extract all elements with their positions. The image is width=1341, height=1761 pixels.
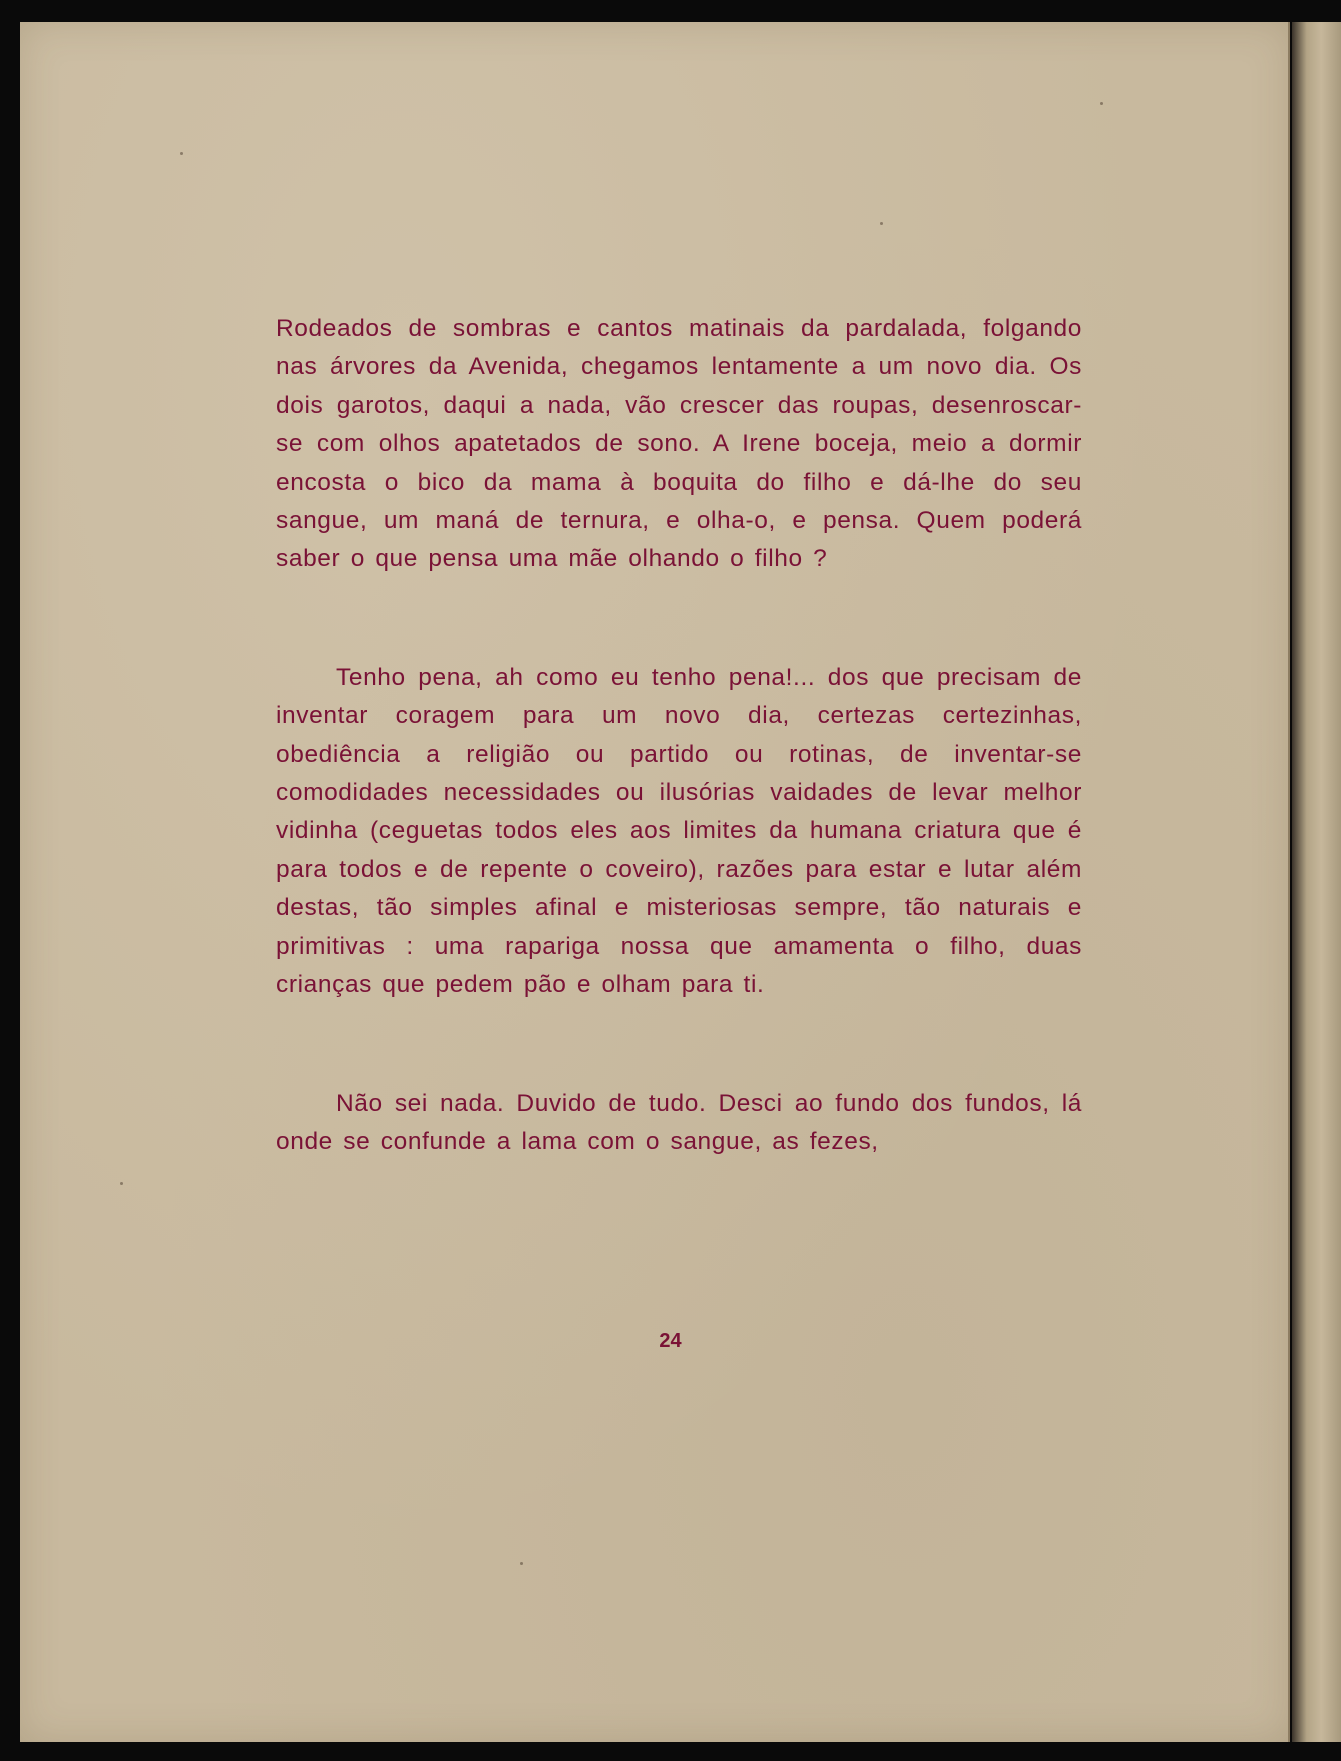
paragraph-1: Rodeados de sombras e cantos matinais da pardalada, folgando nas árvores da Avenida, chegamos lentamente a um novo dia. Os dois garotos, daqui a nada, vão crescer das roupas, desenroscar-se com olhos apatetados de sono. A Irene boceja, meio a dormir encosta o bico da mama à boquita do filho e dá-lhe do seu sangue, um maná de ternura, e olha-o, e pensa. Quem poderá saber o que pensa uma mãe olhando o filho ? [276, 315, 1082, 573]
paper-speck [180, 152, 183, 155]
body-text [276, 310, 1082, 1161]
paragraph-2: Tenho pena, ah como eu tenho pena!... dos que precisam de inventar coragem para um novo dia, certezas certezinhas, obediência a religião ou partido ou rotinas, de inventar-se comodidades necessidades ou ilusórias vaidades de levar melhor vidinha (ceguetas todos eles aos limites da humana criatura que é para todos e de repente o coveiro), razões para estar e lutar além destas, tão simples afinal e misteriosas sempre, tão naturais e primitivas : uma rapariga nossa que amamenta o filho, duas crianças que pedem pão e olham para ti. [276, 663, 1082, 999]
paper-speck [1100, 102, 1103, 105]
page-number: 24 [659, 1330, 682, 1352]
paper-speck [120, 1182, 123, 1185]
paper-speck [520, 1562, 523, 1565]
paper-speck [880, 222, 883, 225]
next-page-edge [1292, 22, 1341, 1742]
page-fold [1288, 22, 1290, 1742]
paragraph-3: Não sei nada. Duvido de tudo. Desci ao fundo dos fundos, lá onde se confunde a lama com o sangue, as fezes, [276, 1089, 1082, 1155]
